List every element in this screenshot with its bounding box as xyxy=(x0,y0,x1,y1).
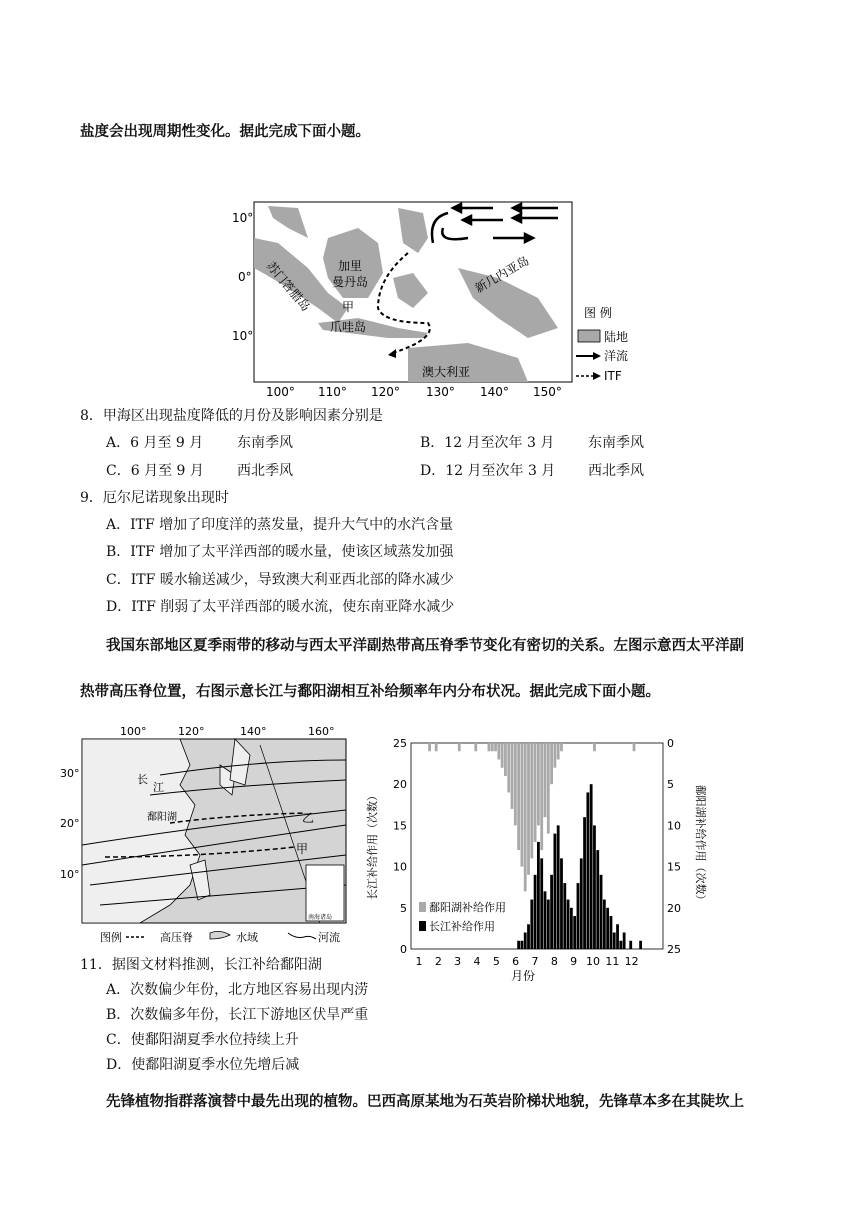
poyang-bar xyxy=(435,743,438,751)
x-tick-label: 2 xyxy=(434,955,442,968)
yangtze-bar xyxy=(557,825,560,949)
yangtze-bar xyxy=(553,834,556,949)
lat-label: 10° xyxy=(232,329,254,343)
poyang-bar xyxy=(557,743,560,759)
x-tick-label: 3 xyxy=(454,955,462,968)
supply-frequency-chart xyxy=(365,735,705,985)
x-tick-label: 1 xyxy=(415,955,423,968)
yangtze-bar xyxy=(547,900,550,949)
poyang-bar xyxy=(458,743,461,751)
x-tick-label: 7 xyxy=(531,955,539,968)
x-tick-label: 9 xyxy=(570,955,578,968)
ocean-current-map xyxy=(228,198,648,398)
y-axis-label-left: 长江补给作用（次数） xyxy=(366,790,379,900)
right-tick-label: 20 xyxy=(667,901,681,915)
option-8c: C．6 月至 9 月 xyxy=(106,463,204,479)
yangtze-bar xyxy=(619,941,622,949)
poyang-bar xyxy=(514,743,517,825)
poyang-bar xyxy=(633,743,636,751)
lat-label: 10° xyxy=(60,868,80,881)
yangtze-bar xyxy=(577,883,580,949)
legend-yangtze: 长江补给作用 xyxy=(429,920,495,933)
place-sumatra: 苏门答腊岛 xyxy=(263,258,314,314)
poyang-bar xyxy=(428,743,431,751)
poyang-bar xyxy=(527,743,530,875)
legend-ridge: 高压脊 xyxy=(160,931,193,944)
yangtze-bar xyxy=(603,900,606,949)
left-tick-label: 5 xyxy=(400,901,407,915)
legend-prefix: 图例 xyxy=(100,931,122,944)
legend-land: 陆地 xyxy=(604,330,629,344)
poyang-bar xyxy=(524,743,527,891)
intro-text: 盐度会出现周期性变化。据此完成下面小题。 xyxy=(80,124,370,140)
legend-river-line xyxy=(288,933,316,939)
x-tick-label: 11 xyxy=(605,955,620,968)
option-8b: B．12 月至次年 3 月 xyxy=(420,435,555,451)
yangtze-bar xyxy=(586,792,589,949)
yangtze-bar xyxy=(573,916,576,949)
yangtze-bar xyxy=(593,825,596,949)
left-tick-label: 25 xyxy=(393,737,407,750)
question-9-stem: 9．厄尔尼诺现象出现时 xyxy=(80,490,229,506)
poyang-bar xyxy=(488,743,491,751)
lon-label: 100° xyxy=(266,385,295,399)
lon-label: 150° xyxy=(533,385,562,399)
legend-title: 图 例 xyxy=(584,306,612,320)
lon-label: 120° xyxy=(178,725,205,738)
yangtze-bar xyxy=(610,916,613,949)
paragraph-2-line-2: 热带高压脊位置，右图示意长江与鄱阳湖相互补给频率年内分布状况。据此完成下面小题。 xyxy=(80,684,660,700)
x-tick-label: 8 xyxy=(550,955,558,968)
place-kalimantan: 曼丹岛 xyxy=(332,275,369,289)
yangtze-bar xyxy=(580,858,583,949)
yangtze-bar xyxy=(560,858,563,949)
poyang-bar xyxy=(530,743,533,858)
legend-water: 水域 xyxy=(236,931,258,944)
lon-label: 140° xyxy=(480,385,509,399)
yangtze-bar xyxy=(567,900,570,949)
left-tick-label: 20 xyxy=(393,778,407,792)
left-tick-label: 15 xyxy=(393,819,407,833)
right-tick-label: 10 xyxy=(667,819,681,833)
yangtze-bar xyxy=(544,891,547,949)
place-newguinea: 新几内亚岛 xyxy=(472,253,532,296)
lon-label: 130° xyxy=(426,385,455,399)
poyang-bar xyxy=(547,743,550,834)
yangtze-bar xyxy=(629,941,632,949)
place-jia: 甲 xyxy=(342,300,355,314)
option-11a: A．次数偏少年份，北方地区容易出现内涝 xyxy=(106,982,369,998)
poyang-bar xyxy=(501,743,504,768)
option-9d: D．ITF 削弱了太平洋西部的暖水流，使东南亚降水减少 xyxy=(106,599,455,615)
yangtze-bar xyxy=(563,883,566,949)
yangtze-bar xyxy=(537,842,540,949)
yangtze-bar xyxy=(530,900,533,949)
legend-poyang-swatch xyxy=(419,902,426,912)
x-tick-label: 6 xyxy=(512,955,520,968)
yangtze-bar xyxy=(639,941,642,949)
yangtze-bar xyxy=(600,875,603,949)
poyang-bar xyxy=(494,743,497,751)
south-sea-inset xyxy=(306,865,344,921)
yangtze-bar xyxy=(596,850,599,949)
option-8d: D．12 月至次年 3 月 xyxy=(420,463,556,479)
yangtze-bar xyxy=(613,933,616,949)
poyang-bar xyxy=(550,743,553,784)
left-tick-label: 10 xyxy=(393,860,407,874)
high-pressure-ridge-map xyxy=(60,725,352,951)
poyang-bar xyxy=(507,743,510,792)
lat-label: 30° xyxy=(60,767,80,780)
poyang-bar xyxy=(521,743,524,867)
x-tick-label: 10 xyxy=(586,955,600,968)
legend-land-swatch xyxy=(578,330,600,342)
y-axis-label-right: 鄱阳湖补给作用（次数） xyxy=(694,784,707,906)
yangtze-bar xyxy=(616,924,619,949)
x-tick-label: 5 xyxy=(492,955,500,968)
legend-water-swatch xyxy=(210,931,230,939)
poyang-bar xyxy=(474,743,477,751)
label-poyang: 鄱阳湖 xyxy=(147,812,177,823)
option-11b: B．次数偏多年份，长江下游地区伏旱严重 xyxy=(106,1007,369,1023)
poyang-bar xyxy=(560,743,563,751)
legend-itf-arrow xyxy=(593,372,601,380)
option-8d-factor: 西北季风 xyxy=(588,463,644,479)
lon-label: 110° xyxy=(318,385,347,399)
lon-label: 160° xyxy=(308,725,335,738)
question-11-stem: 11．据图文材料推测，长江补给鄱阳湖 xyxy=(80,954,322,974)
lat-label: 0° xyxy=(238,270,252,284)
poyang-bar xyxy=(517,743,520,850)
label-jiang: 江 xyxy=(153,781,164,794)
option-11d: D．使鄱阳湖夏季水位先增后减 xyxy=(106,1057,300,1073)
yangtze-bar xyxy=(590,784,593,949)
right-tick-label: 25 xyxy=(667,943,681,956)
option-8a-factor: 东南季风 xyxy=(237,435,293,451)
yangtze-bar xyxy=(623,933,626,949)
yangtze-bar xyxy=(583,817,586,949)
legend-yangtze-swatch xyxy=(419,921,426,931)
legend-current: 洋流 xyxy=(604,349,629,363)
lat-label: 10° xyxy=(232,211,254,225)
poyang-bar xyxy=(544,743,547,817)
option-9c: C．ITF 暖水输送减少，导致澳大利亚西北部的降水减少 xyxy=(106,572,454,588)
legend-river: 河流 xyxy=(318,931,340,944)
place-australia: 澳大利亚 xyxy=(422,365,471,379)
yangtze-bar xyxy=(521,941,524,949)
left-tick-label: 0 xyxy=(400,943,407,956)
inset-label: 南海诸岛 xyxy=(308,914,333,921)
x-tick-label: 4 xyxy=(473,955,481,968)
legend-current-arrow xyxy=(593,352,601,360)
lon-label: 140° xyxy=(240,725,267,738)
paragraph-2-line-1: 我国东部地区夏季雨带的移动与西太平洋副热带高压脊季节变化有密切的关系。左图示意西太平洋副 xyxy=(106,638,744,654)
place-kalimantan: 加里 xyxy=(338,259,363,273)
yangtze-bar xyxy=(570,908,573,949)
poyang-bar xyxy=(537,743,540,825)
label-jia: 甲 xyxy=(296,842,309,856)
poyang-bar xyxy=(593,743,596,751)
label-yi: 乙 xyxy=(302,811,315,825)
yangtze-bar xyxy=(606,908,609,949)
poyang-bar xyxy=(491,743,494,751)
place-java: 爪哇岛 xyxy=(330,320,367,334)
yangtze-bar xyxy=(517,941,520,949)
right-tick-label: 5 xyxy=(667,778,674,792)
legend-poyang: 鄱阳湖补给作用 xyxy=(429,901,506,914)
poyang-bar xyxy=(497,743,500,759)
poyang-bar xyxy=(534,743,537,842)
legend-itf: ITF xyxy=(604,369,622,383)
yangtze-bar xyxy=(534,875,537,949)
poyang-bar xyxy=(540,743,543,850)
question-8-stem: 8．甲海区出现盐度降低的月份及影响因素分别是 xyxy=(80,408,383,424)
lat-label: 20° xyxy=(60,817,80,830)
yangtze-bar xyxy=(524,933,527,949)
option-8c-factor: 西北季风 xyxy=(237,463,293,479)
x-axis-label: 月份 xyxy=(510,969,536,983)
paragraph-3: 先锋植物指群落演替中最先出现的植物。巴西高原某地为石英岩阶梯状地貌，先锋草本多在其陡坎上 xyxy=(106,1094,744,1110)
option-9a: A．ITF 增加了印度洋的蒸发量，提升大气中的水汽含量 xyxy=(106,517,454,533)
poyang-bar xyxy=(553,743,556,768)
yangtze-bar xyxy=(550,875,553,949)
option-9b: B．ITF 增加了太平洋西部的暖水量，使该区域蒸发加强 xyxy=(106,544,454,560)
label-chang: 长 xyxy=(137,773,148,786)
poyang-bar xyxy=(504,743,507,776)
right-tick-label: 0 xyxy=(667,737,674,750)
lon-label: 120° xyxy=(371,385,400,399)
lon-label: 100° xyxy=(120,725,147,738)
yangtze-bar xyxy=(527,924,530,949)
yangtze-bar xyxy=(540,858,543,949)
option-8b-factor: 东南季风 xyxy=(588,435,644,451)
x-tick-label: 12 xyxy=(624,955,639,968)
option-11c: C．使鄱阳湖夏季水位持续上升 xyxy=(106,1032,299,1048)
poyang-bar xyxy=(511,743,514,809)
option-8a: A．6 月至 9 月 xyxy=(106,435,204,451)
right-tick-label: 15 xyxy=(667,860,681,874)
